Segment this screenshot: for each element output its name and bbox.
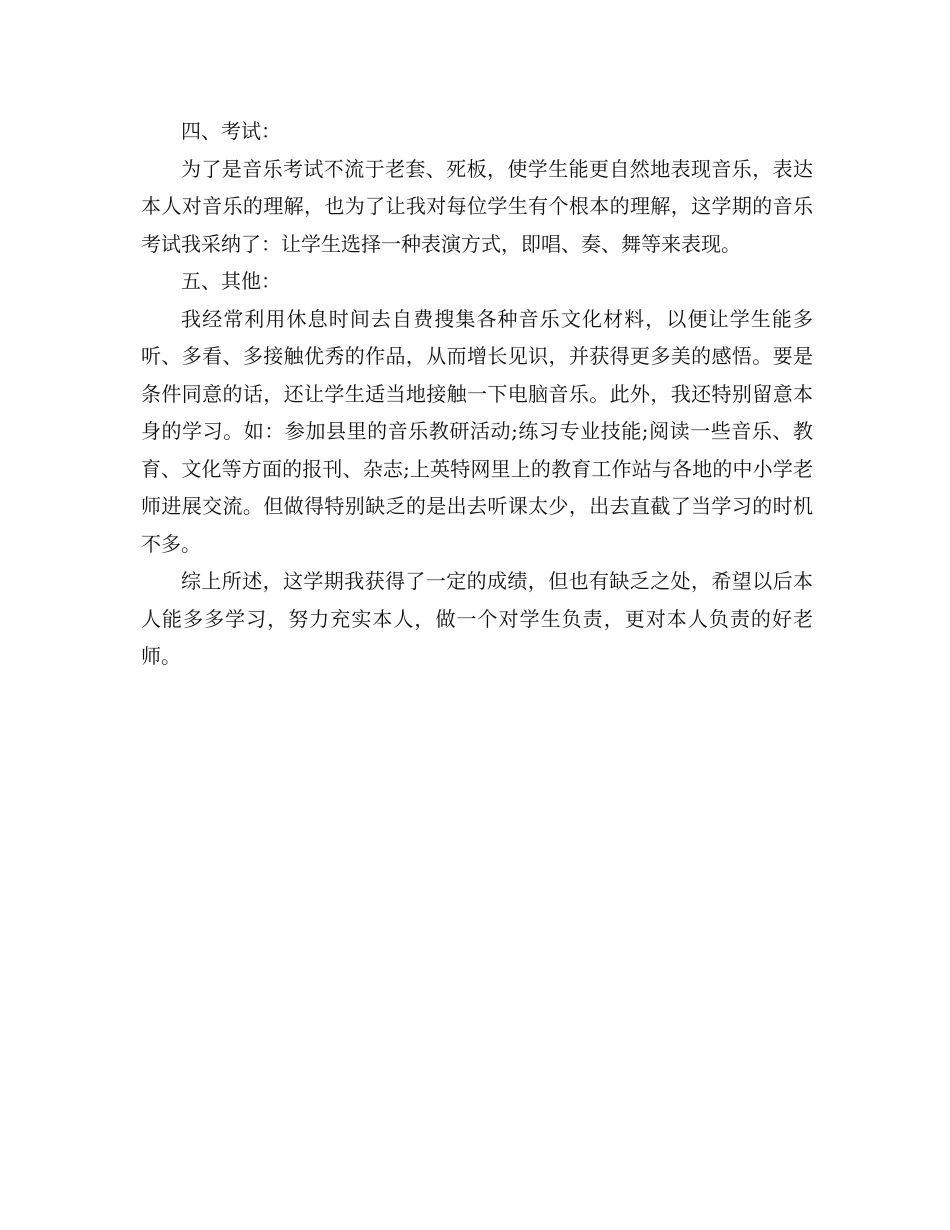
paragraph-exam: 为了是音乐考试不流于老套、死板，使学生能更自然地表现音乐，表达本人对音乐的理解，也为了让我对每位学生有个根本的理解，这学期的音乐考试我采纳了：让学生选择一种表演方式，即唱、奏、舞等来表现。: [141, 156, 813, 256]
paragraph-other: 我经常利用休息时间去自费搜集各种音乐文化材料，以便让学生能多听、多看、多接触优秀的作品，从而增长见识，并获得更多美的感悟。要是条件同意的话，还让学生适当地接触一下电脑音乐。此外，我还特别留意本身的学习。如：参加县里的音乐教研活动;练习专业技能;阅读一些音乐、教育、文化等方面的报刊、杂志;上英特网里上的教育工作站与各地的中小学老师进展交流。但做得特别缺乏的是出去听课太少，出去直截了当学习的时机不多。: [141, 306, 813, 556]
paragraph-summary: 综上所述，这学期我获得了一定的成绩，但也有缺乏之处，希望以后本人能多多学习，努力充实本人，做一个对学生负责，更对本人负责的好老师。: [141, 569, 813, 668]
section-heading-other: 五、其他：: [181, 269, 281, 293]
document-body: [141, 113, 813, 676]
section-heading-exam: 四、考试：: [181, 119, 281, 143]
